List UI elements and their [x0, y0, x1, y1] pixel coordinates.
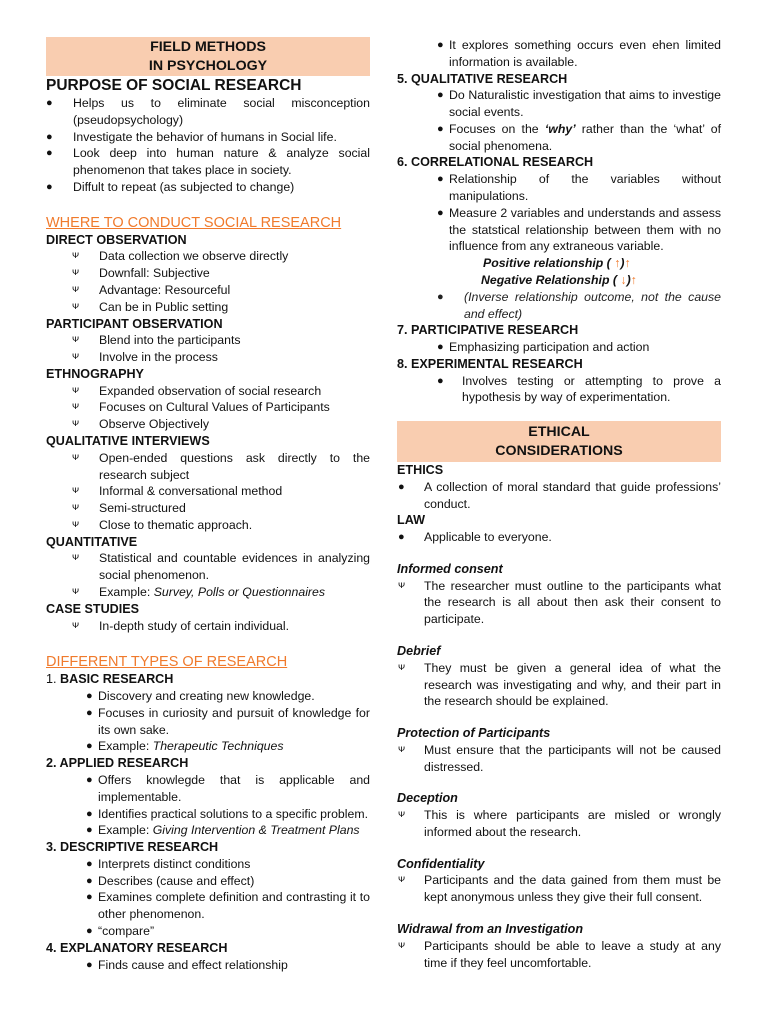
bullet-icon: ●: [437, 89, 444, 102]
list-item: ● Finds cause and effect relationship: [86, 957, 288, 972]
participant-observation-title: PARTICIPANT OBSERVATION: [46, 316, 223, 331]
header-line-1: ETHICAL: [528, 424, 590, 441]
psi-icon: ᴪ: [72, 300, 80, 312]
list-item: ● Example: Giving Intervention & Treatment Plans: [86, 823, 360, 838]
list-item: ᴪ Blend into the participants: [72, 333, 241, 348]
bullet-icon: ●: [437, 39, 444, 51]
list-item: ● Offers knowlegde that is applicable and implementable.: [86, 772, 370, 804]
left-column: [46, 37, 370, 973]
header-line-1: FIELD METHODS: [150, 39, 266, 55]
up-arrow-icon: ↑: [630, 272, 637, 287]
negative-relationship: Negative Relationship ( ↓)↑: [481, 272, 637, 287]
header-line-2: IN PSYCHOLOGY: [148, 57, 268, 74]
list-item: ᴪ Expanded observation of social research: [72, 383, 322, 398]
list-item: ● Focuses in curiosity and pursuit of knowledge for its own sake.: [86, 705, 370, 737]
list-item: ᴪ Involve in the process: [72, 350, 218, 365]
list-item: ● It explores something occurs even ehen limited information is available.: [437, 38, 721, 69]
list-item: ᴪ This is where participants are misled or wrongly informed about the research.: [398, 808, 721, 839]
psi-icon: ᴪ: [398, 939, 406, 951]
list-item: ● Investigate the behavior of humans in Social life.: [46, 129, 337, 144]
deception-title: Deception: [397, 791, 458, 806]
debrief-title: Debrief: [397, 644, 441, 659]
qualitative-research-title: 5. QUALITATIVE RESEARCH: [397, 71, 568, 86]
list-item: ᴪ In-depth study of certain individual.: [72, 618, 290, 633]
list-item: ● “compare”: [86, 924, 155, 939]
bullet-icon: ●: [46, 130, 53, 143]
psi-icon: ᴪ: [72, 586, 80, 598]
direct-observation-title: DIRECT OBSERVATION: [46, 232, 187, 247]
psi-icon: ᴪ: [398, 579, 406, 591]
bullet-icon: ●: [437, 341, 444, 354]
experimental-research-title: 8. EXPERIMENTAL RESEARCH: [397, 356, 583, 371]
right-column: [397, 37, 721, 971]
bullet-icon: ●: [437, 122, 444, 135]
ethics-title: ETHICS: [397, 463, 444, 478]
list-item: ᴪ Example: Survey, Polls or Questionnaires: [72, 585, 326, 600]
descriptive-research-title: 3. DESCRIPTIVE RESEARCH: [46, 840, 219, 855]
list-item: ● Involves testing or attempting to prove a hypothesis by way of experimentation.: [437, 373, 721, 405]
list-item: ● Focuses on the ‘why’ rather than the ‘what’ of social phenomena.: [437, 121, 721, 153]
field-methods-header: [46, 37, 370, 76]
law-title: LAW: [397, 513, 425, 528]
list-item: ᴪ Informal & conversational method: [72, 484, 283, 499]
bullet-icon: ●: [86, 773, 93, 786]
list-item: ● A collection of moral standard that guide professions’ conduct.: [398, 479, 721, 511]
psi-icon: ᴪ: [72, 502, 80, 514]
bullet-icon: ●: [86, 857, 93, 870]
bullet-icon: ●: [46, 97, 53, 109]
applied-research-title: 2. APPLIED RESEARCH: [46, 756, 189, 771]
bullet-icon: ●: [86, 958, 93, 971]
bullet-icon: ●: [437, 374, 444, 387]
types-title: DIFFERENT TYPES OF RESEARCH: [46, 654, 288, 671]
psi-icon: ᴪ: [398, 743, 406, 755]
bullet-icon: ●: [86, 690, 93, 703]
bullet-icon: ●: [437, 290, 444, 303]
case-studies-title: CASE STUDIES: [46, 601, 140, 616]
psi-icon: ᴪ: [398, 809, 406, 821]
list-item: ᴪ The researcher must outline to the participants what the research is all about then ask their consent to participate.: [398, 578, 721, 627]
list-item: ● (Inverse relationship outcome, not the cause and effect): [437, 289, 721, 321]
psi-icon: ᴪ: [72, 619, 80, 631]
down-arrow-icon: ↓: [620, 272, 627, 287]
list-item: ● Emphasizing participation and action: [437, 340, 650, 355]
list-item: ᴪ They must be given a general idea of what the research was investigating and why, and their part in the research should be explained.: [398, 660, 721, 709]
qualitative-interviews-title: QUALITATIVE INTERVIEWS: [46, 434, 210, 449]
up-arrow-icon: ↑: [614, 256, 621, 271]
psi-icon: ᴪ: [72, 250, 80, 262]
ethical-considerations-header: [397, 421, 721, 462]
list-item: ● Diffult to repeat (as subjected to change): [46, 179, 295, 194]
psi-icon: ᴪ: [72, 351, 80, 363]
bullet-icon: ●: [437, 173, 444, 186]
purpose-title: PURPOSE OF SOCIAL RESEARCH: [46, 77, 302, 94]
list-item: ᴪ Participants should be able to leave a study at any time if they feel uncomfortable.: [398, 938, 721, 970]
bullet-icon: ●: [86, 925, 93, 938]
where-title: WHERE TO CONDUCT SOCIAL RESEARCH: [46, 214, 342, 231]
list-item: ᴪ Data collection we observe directly: [72, 249, 289, 264]
list-item: ● Relationship of the variables without manipulations.: [437, 172, 721, 203]
psi-icon: ᴪ: [72, 284, 80, 296]
correlational-research-title: 6. CORRELATIONAL RESEARCH: [397, 155, 594, 170]
psi-icon: ᴪ: [72, 334, 80, 346]
list-item: ᴪ Statistical and countable evidences in analyzing social phenomenon.: [72, 551, 370, 583]
bullet-icon: ●: [86, 706, 93, 719]
withdrawal-title: Widrawal from an Investigation: [397, 922, 584, 937]
list-item: ᴪ Participants and the data gained from them must be kept anonymous unless they give their full consent.: [398, 873, 721, 905]
bullet-icon: ●: [86, 807, 93, 820]
psi-icon: ᴪ: [398, 661, 406, 673]
ethnography-title: ETHNOGRAPHY: [46, 366, 144, 381]
header-line-2: CONSIDERATIONS: [495, 442, 623, 459]
basic-research-title: 1. BASIC RESEARCH: [46, 672, 174, 687]
list-item: ● Example: Therapeutic Techniques: [86, 739, 284, 754]
list-item: ● Interprets distinct conditions: [86, 856, 251, 871]
list-item: ● Examines complete definition and contrasting it to other phenomenon.: [86, 890, 370, 922]
psi-icon: ᴪ: [72, 552, 80, 564]
list-item: ● Describes (cause and effect): [86, 873, 255, 888]
bullet-icon: ●: [86, 740, 93, 753]
list-item: ᴪ Advantage: Resourceful: [72, 283, 231, 298]
list-item: ᴪ Focuses on Cultural Values of Participants: [72, 400, 330, 415]
psi-icon: ᴪ: [72, 451, 80, 463]
list-item: ● Discovery and creating new knowledge.: [86, 689, 315, 704]
bullet-icon: ●: [46, 180, 53, 193]
psi-icon: ᴪ: [398, 874, 406, 886]
protection-title: Protection of Participants: [397, 726, 551, 741]
list-item: ᴪ Semi-structured: [72, 501, 186, 516]
list-item: ● Measure 2 variables and understands and assess the statstical relationship between them with no influence from any extraneous variable.: [437, 205, 721, 254]
list-item: ᴪ Open-ended questions ask directly to the research subject: [72, 450, 370, 482]
positive-relationship: Positive relationship ( ↑)↑: [483, 256, 631, 271]
list-item: ᴪ Downfall: Subjective: [72, 266, 210, 281]
bullet-icon: ●: [437, 206, 444, 219]
list-item: ᴪ Close to thematic approach.: [72, 517, 253, 532]
list-item: ᴪ Must ensure that the participants will not be caused distressed.: [398, 742, 721, 774]
explanatory-research-title: 4. EXPLANATORY RESEARCH: [46, 940, 228, 955]
bullet-icon: ●: [86, 874, 93, 887]
psi-icon: ᴪ: [72, 384, 80, 396]
list-item: ● Identifies practical solutions to a specific problem.: [86, 806, 368, 821]
list-item: ● Do Naturalistic investigation that aims to investige social events.: [437, 88, 721, 120]
quantitative-title: QUANTITATIVE: [46, 534, 138, 549]
confidentiality-title: Confidentiality: [397, 856, 485, 871]
bullet-icon: ●: [46, 147, 53, 160]
bullet-icon: ●: [398, 531, 405, 544]
psi-icon: ᴪ: [72, 418, 80, 430]
psi-icon: ᴪ: [72, 518, 80, 530]
list-item: ● Helps us to eliminate social misconception (pseudopsychology): [46, 96, 370, 127]
list-item: ᴪ Observe Objectively: [72, 417, 210, 432]
psi-icon: ᴪ: [72, 401, 80, 413]
list-item: ● Applicable to everyone.: [398, 530, 552, 545]
purpose-list: [46, 95, 370, 196]
up-arrow-icon: ↑: [624, 256, 631, 271]
bullet-icon: ●: [86, 891, 93, 904]
informed-consent-title: Informed consent: [397, 561, 503, 576]
list-item: ᴪ Can be in Public setting: [72, 299, 229, 314]
psi-icon: ᴪ: [72, 485, 80, 497]
participative-research-title: 7. PARTICIPATIVE RESEARCH: [397, 323, 579, 338]
bullet-icon: ●: [398, 480, 405, 493]
psi-icon: ᴪ: [72, 267, 80, 279]
bullet-icon: ●: [86, 824, 93, 837]
list-item: ● Look deep into human nature & analyze social phenomenon that takes place in society.: [46, 146, 370, 178]
